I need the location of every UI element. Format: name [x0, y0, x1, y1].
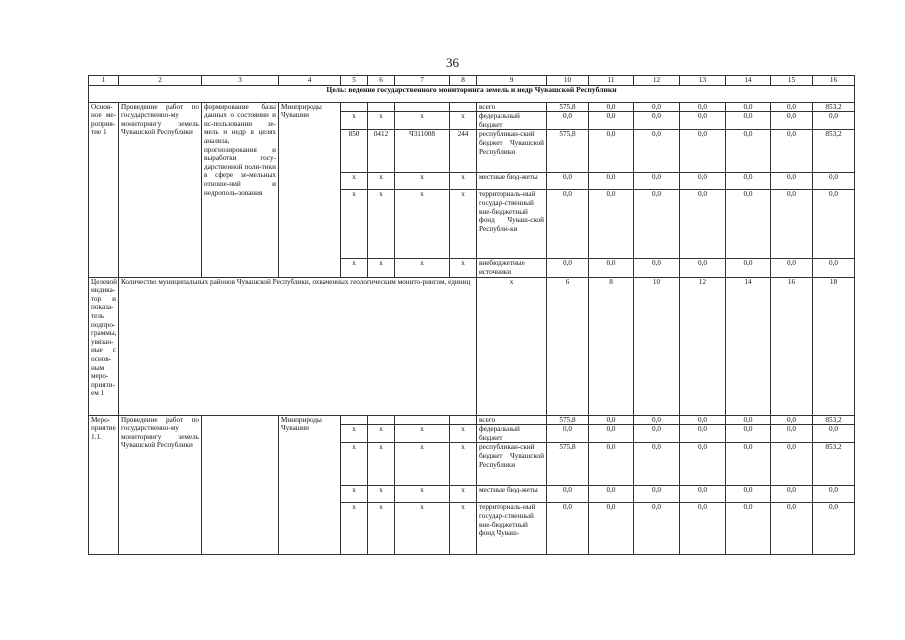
- header-row: [89, 76, 855, 86]
- event-result: [202, 415, 279, 555]
- funding-value: 853,2: [813, 102, 855, 112]
- section-code: x: [368, 190, 395, 259]
- grbs-code: [341, 102, 368, 112]
- expense-group: x: [450, 486, 477, 503]
- funding-value: 0,0: [547, 173, 589, 190]
- funding-value: 0,0: [634, 190, 680, 259]
- expense-group: x: [450, 443, 477, 486]
- grbs-code: 850: [341, 130, 368, 173]
- target-article: x: [395, 443, 450, 486]
- responsible-executor: Минприроды Чувашии: [279, 415, 341, 555]
- funding-value: 0,0: [680, 259, 726, 277]
- funding-value: 0,0: [589, 443, 634, 486]
- funding-value: 0,0: [813, 190, 855, 259]
- program-table: [88, 75, 855, 555]
- funding-value: 0,0: [589, 112, 634, 130]
- target-article: [395, 415, 450, 425]
- funding-value: 0,0: [771, 425, 813, 443]
- column-number: 2: [119, 76, 202, 86]
- funding-value: 0,0: [726, 415, 771, 425]
- expense-group: x: [450, 503, 477, 555]
- funding-source: внебюджетные источники: [477, 259, 547, 277]
- funding-value: 0,0: [771, 130, 813, 173]
- funding-value: 0,0: [726, 486, 771, 503]
- expense-group: x: [450, 259, 477, 277]
- funding-value: 0,0: [726, 190, 771, 259]
- goal-title: Цель: ведение государственного мониторинга земель и недр Чувашской Республики: [89, 85, 855, 102]
- expense-group: [450, 415, 477, 425]
- funding-value: 0,0: [726, 173, 771, 190]
- funding-value: 0,0: [680, 173, 726, 190]
- expense-group: x: [450, 190, 477, 259]
- column-number: 6: [368, 76, 395, 86]
- column-number: 7: [395, 76, 450, 86]
- funding-value: 0,0: [680, 102, 726, 112]
- column-number: 12: [634, 76, 680, 86]
- funding-value: 0,0: [589, 130, 634, 173]
- event-name: Проведение работ по государственно-му мониторингу земель Чувашской Республики: [119, 102, 202, 277]
- indicator-text: Количество муниципальных районов Чувашской Республики, охваченных геологическим монито-рингом, единиц: [119, 277, 477, 415]
- column-number: 9: [477, 76, 547, 86]
- grbs-code: x: [341, 112, 368, 130]
- funding-value: 0,0: [771, 486, 813, 503]
- funding-value: 575,8: [547, 415, 589, 425]
- funding-value: 0,0: [589, 415, 634, 425]
- funding-value: 0,0: [547, 503, 589, 555]
- budget-row: [89, 415, 855, 425]
- column-number: 5: [341, 76, 368, 86]
- grbs-code: [341, 415, 368, 425]
- column-number: 4: [279, 76, 341, 86]
- funding-value: 0,0: [726, 112, 771, 130]
- column-number: 16: [813, 76, 855, 86]
- funding-value: 0,0: [771, 415, 813, 425]
- grbs-code: x: [341, 425, 368, 443]
- indicator-value: 10: [634, 277, 680, 415]
- funding-value: 0,0: [813, 425, 855, 443]
- funding-value: 0,0: [813, 503, 855, 555]
- funding-source: республикан-ский бюджет Чувашской Республики: [477, 130, 547, 173]
- funding-value: 0,0: [726, 102, 771, 112]
- funding-value: 0,0: [589, 503, 634, 555]
- funding-source: территориаль-ный государ-ственный вне-бюджетный фонд Чуваш-: [477, 503, 547, 555]
- funding-value: 0,0: [589, 425, 634, 443]
- funding-value: 0,0: [589, 190, 634, 259]
- indicator-label: Целевой индика-тор и показа-тель подпро-граммы, увязан-ные с основ-ным меро-прияти-ем 1: [89, 277, 119, 415]
- column-number: 10: [547, 76, 589, 86]
- column-number: 8: [450, 76, 477, 86]
- target-article: x: [395, 503, 450, 555]
- funding-value: 0,0: [771, 190, 813, 259]
- funding-value: 0,0: [726, 503, 771, 555]
- column-number: 13: [680, 76, 726, 86]
- funding-source: всего: [477, 415, 547, 425]
- funding-value: 575,8: [547, 443, 589, 486]
- funding-value: 0,0: [726, 130, 771, 173]
- target-article: Ч311008: [395, 130, 450, 173]
- section-code: x: [368, 425, 395, 443]
- target-article: x: [395, 425, 450, 443]
- indicator-value: 8: [589, 277, 634, 415]
- expense-group: x: [450, 425, 477, 443]
- grbs-code: x: [341, 259, 368, 277]
- funding-value: 853,2: [813, 415, 855, 425]
- funding-value: 0,0: [634, 503, 680, 555]
- funding-value: 0,0: [589, 486, 634, 503]
- grbs-code: x: [341, 173, 368, 190]
- funding-value: 0,0: [547, 190, 589, 259]
- target-article: x: [395, 173, 450, 190]
- funding-value: 0,0: [680, 425, 726, 443]
- expense-group: x: [450, 173, 477, 190]
- grbs-code: x: [341, 486, 368, 503]
- target-article: x: [395, 259, 450, 277]
- indicator-value: 14: [726, 277, 771, 415]
- indicator-value: 6: [547, 277, 589, 415]
- funding-value: 0,0: [547, 425, 589, 443]
- funding-value: 575,8: [547, 130, 589, 173]
- section-code: x: [368, 173, 395, 190]
- funding-value: 0,0: [634, 112, 680, 130]
- funding-value: 0,0: [813, 486, 855, 503]
- target-article: x: [395, 486, 450, 503]
- funding-value: 0,0: [634, 173, 680, 190]
- event-name: Проведение работ по государственно-му мониторингу земель Чувашской Республики: [119, 415, 202, 555]
- target-article: [395, 102, 450, 112]
- funding-value: 0,0: [634, 415, 680, 425]
- funding-value: 0,0: [634, 130, 680, 173]
- indicator-value: 18: [813, 277, 855, 415]
- target-article: x: [395, 112, 450, 130]
- event-code: Основ-ное ме-роприя-тие 1: [89, 102, 119, 277]
- funding-value: 0,0: [680, 503, 726, 555]
- funding-value: 0,0: [813, 112, 855, 130]
- funding-value: 0,0: [680, 415, 726, 425]
- funding-value: 0,0: [771, 173, 813, 190]
- indicator-source: x: [477, 277, 547, 415]
- section-code: x: [368, 443, 395, 486]
- funding-value: 0,0: [771, 259, 813, 277]
- funding-value: 853,2: [813, 443, 855, 486]
- goal-row: [89, 85, 855, 102]
- funding-source: местные бюд-жеты: [477, 486, 547, 503]
- responsible-executor: Минприроды Чувашии: [279, 102, 341, 277]
- event-result: формирование базы данных о состоянии и ис-пользовании зе-мель и недр в целях анализа, прогнозирования и выработки госу-дарственной поли-тики в сфере зе-мельных отноше-ний и недрополь-зования: [202, 102, 279, 277]
- indicator-row: [89, 277, 855, 415]
- funding-value: 0,0: [634, 102, 680, 112]
- column-number: 14: [726, 76, 771, 86]
- event-code: Меро-приятие 1.1.: [89, 415, 119, 555]
- funding-value: 0,0: [589, 259, 634, 277]
- indicator-value: 16: [771, 277, 813, 415]
- section-code: x: [368, 503, 395, 555]
- section-code: x: [368, 486, 395, 503]
- expense-group: 244: [450, 130, 477, 173]
- funding-value: 0,0: [634, 443, 680, 486]
- funding-value: 0,0: [634, 425, 680, 443]
- expense-group: [450, 102, 477, 112]
- grbs-code: x: [341, 443, 368, 486]
- column-number: 15: [771, 76, 813, 86]
- funding-value: 0,0: [680, 443, 726, 486]
- section-code: [368, 415, 395, 425]
- funding-value: 0,0: [813, 259, 855, 277]
- funding-value: 0,0: [547, 112, 589, 130]
- funding-source: всего: [477, 102, 547, 112]
- expense-group: x: [450, 112, 477, 130]
- column-number: 11: [589, 76, 634, 86]
- funding-source: территориаль-ный государ-ственный вне-бюджетный фонд Чуваш-ской Республи-ки: [477, 190, 547, 259]
- section-code: x: [368, 259, 395, 277]
- funding-value: 0,0: [680, 112, 726, 130]
- funding-value: 0,0: [680, 130, 726, 173]
- funding-source: федеральный бюджет: [477, 425, 547, 443]
- section-code: [368, 102, 395, 112]
- funding-value: 0,0: [726, 443, 771, 486]
- funding-value: 0,0: [771, 443, 813, 486]
- funding-value: 0,0: [680, 190, 726, 259]
- funding-value: 0,0: [547, 259, 589, 277]
- funding-source: республикан-ский бюджет Чувашской Республики: [477, 443, 547, 486]
- target-article: x: [395, 190, 450, 259]
- funding-value: 0,0: [589, 173, 634, 190]
- funding-value: 0,0: [771, 102, 813, 112]
- funding-value: 0,0: [589, 102, 634, 112]
- funding-value: 0,0: [771, 112, 813, 130]
- column-number: 3: [202, 76, 279, 86]
- grbs-code: x: [341, 503, 368, 555]
- page-number: 36: [446, 55, 459, 70]
- funding-value: 853,2: [813, 130, 855, 173]
- funding-value: 0,0: [634, 486, 680, 503]
- funding-value: 0,0: [680, 486, 726, 503]
- funding-value: 0,0: [813, 173, 855, 190]
- funding-value: 0,0: [547, 486, 589, 503]
- grbs-code: x: [341, 190, 368, 259]
- funding-value: 0,0: [771, 503, 813, 555]
- funding-value: 0,0: [726, 259, 771, 277]
- funding-value: 0,0: [726, 425, 771, 443]
- column-number: 1: [89, 76, 119, 86]
- budget-row: [89, 102, 855, 112]
- section-code: 0412: [368, 130, 395, 173]
- funding-source: местные бюд-жеты: [477, 173, 547, 190]
- funding-value: 575,8: [547, 102, 589, 112]
- funding-value: 0,0: [634, 259, 680, 277]
- funding-source: федеральный бюджет: [477, 112, 547, 130]
- indicator-value: 12: [680, 277, 726, 415]
- section-code: x: [368, 112, 395, 130]
